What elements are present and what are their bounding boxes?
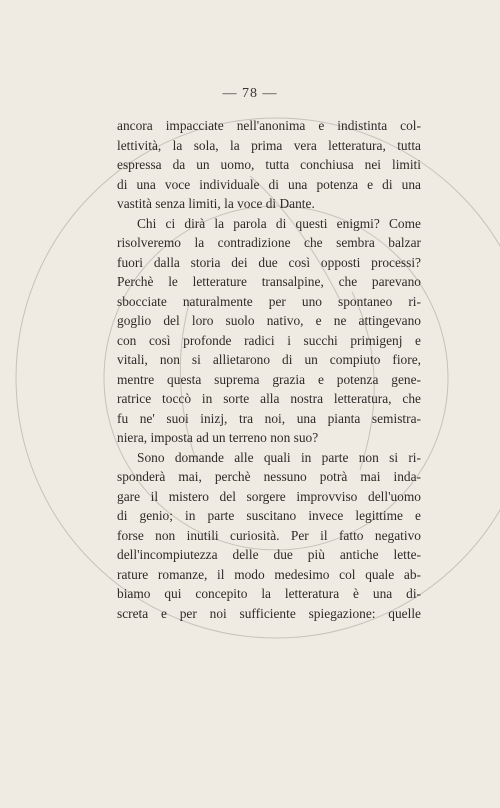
text-line: Chi ci dirà la parola di questi enigmi? Come [137, 215, 421, 231]
text-line: Perchè le letterature transalpine, che parevano [117, 274, 421, 289]
text-line: ratrice toccò in sorte alla nostra letteratura, che [117, 391, 421, 406]
text-line: niera, imposta ad un terreno non suo? [117, 430, 319, 445]
text-line: di genio; in parte suscitano invece legittime e [117, 508, 421, 523]
text-line: gare il mistero del sorgere improvviso dell'uomo [117, 488, 421, 504]
paragraph-1 [117, 116, 421, 214]
text-line: sbocciate naturalmente per uno spontaneo ri- [117, 293, 421, 309]
paragraph-2 [117, 214, 421, 448]
body-text [117, 116, 421, 623]
text-line: di una voce individuale di una potenza e di una [117, 176, 421, 192]
text-line: rature romanze, il modo medesimo col quale ab- [117, 566, 421, 582]
text-line: fuori dalla storia dei due così opposti processi? [117, 254, 421, 270]
text-line: con così profonde radici i succhi primigenj e [117, 332, 421, 348]
text-line: lettività, la sola, la prima vera letteratura, tutta [117, 137, 421, 153]
text-line: vitali, non si allietarono di un compiuto fiore, [117, 352, 421, 367]
text-line: ancora impacciate nell'anonima e indistinta col- [117, 118, 421, 133]
text-line: dell'incompiutezza delle due più antiche lette- [117, 547, 421, 562]
text-line: biamo qui concepito la letteratura è una di- [117, 586, 421, 601]
text-line: sponderà mai, perchè nessuno potrà mai inda- [117, 469, 421, 484]
text-line: mentre questa suprema grazia e potenza gene- [117, 371, 421, 387]
text-line: vastità senza limiti, la voce di Dante. [117, 196, 315, 211]
text-line: forse non inutili curiosità. Per il fatto negativo [117, 527, 421, 543]
text-line: fu ne' suoi inizj, tra noi, una pianta semistra- [117, 410, 421, 426]
text-line: goglio del loro suolo nativo, e ne attingevano [117, 313, 421, 328]
page-number: — 78 — [222, 86, 278, 101]
text-line: screta e per noi sufficiente spiegazione: quelle [117, 605, 421, 621]
text-line: espressa da un uomo, tutta conchiusa nei limiti [117, 157, 421, 172]
text-line: Sono domande alle quali in parte non si ri- [137, 449, 421, 465]
text-line: risolveremo la contradizione che sembra balzar [117, 235, 421, 250]
paragraph-3 [117, 448, 421, 624]
